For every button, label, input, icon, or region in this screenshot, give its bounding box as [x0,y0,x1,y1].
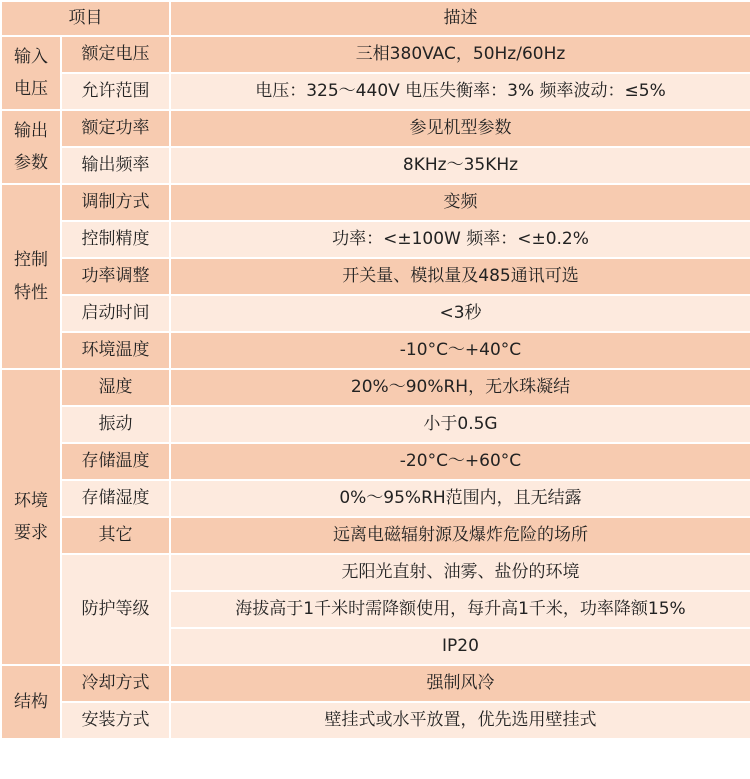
row-value: 参见机型参数 [171,111,750,146]
row-value: 远离电磁辐射源及爆炸危险的场所 [171,518,750,553]
row-label: 安装方式 [62,703,169,738]
category-structure [2,666,60,738]
table-row [2,222,750,257]
row-value: 20%～90%RH，无水珠凝结 [171,370,750,405]
row-label: 存储温度 [62,444,169,479]
category-line-2: 电压 [14,79,48,99]
row-value: -10°C～+40°C [171,333,750,368]
category-input-voltage [2,37,60,109]
category-line-1: 环境 [14,490,48,511]
row-label: 其它 [62,518,169,553]
table-row [2,407,750,442]
row-label: 功率调整 [62,259,169,294]
row-value: 功率：<±100W 频率：<±0.2% [171,222,750,257]
row-label: 环境温度 [62,333,169,368]
row-value: 0%～95%RH范围内，且无结露 [171,481,750,516]
category-line-1: 结构 [14,691,48,712]
header-desc: 描述 [171,2,750,35]
row-value: 小于0.5G [171,407,750,442]
row-label: 额定电压 [62,37,169,72]
category-line-1: 控制 [14,250,48,271]
row-value: -20°C～+60°C [171,444,750,479]
table-row [2,74,750,109]
category-line-2: 特性 [14,282,48,303]
row-value: 开关量、模拟量及485通讯可选 [171,259,750,294]
row-value: IP20 [171,629,750,664]
row-value: 壁挂式或水平放置，优先选用壁挂式 [171,703,750,738]
row-label: 额定功率 [62,111,169,146]
table-row [2,555,750,590]
row-label: 振动 [62,407,169,442]
row-value: 强制风冷 [171,666,750,701]
table-row [2,703,750,738]
row-value: 8KHz～35KHz [171,148,750,183]
table-row [2,370,750,405]
row-value: 无阳光直射、油雾、盐份的环境 [171,555,750,590]
row-label: 控制精度 [62,222,169,257]
category-line-2: 要求 [14,523,48,543]
table-row [2,518,750,553]
table-row [2,185,750,220]
table-row [2,296,750,331]
row-value: 电压：325～440V 电压失衡率：3% 频率波动：≤5% [171,74,750,109]
table-row [2,481,750,516]
row-value: 三相380VAC，50Hz/60Hz [171,37,750,72]
category-control [2,185,60,368]
row-value: 变频 [171,185,750,220]
row-label: 调制方式 [62,185,169,220]
table-row [2,666,750,701]
row-label: 输出频率 [62,148,169,183]
table-row [2,444,750,479]
category-line-1: 输入 [14,46,48,67]
table-row [2,333,750,368]
row-label: 存储湿度 [62,481,169,516]
table-header [2,2,750,35]
row-label: 防护等级 [62,555,169,664]
row-label: 冷却方式 [62,666,169,701]
category-output-params [2,111,60,183]
row-label: 湿度 [62,370,169,405]
table-row [2,259,750,294]
category-environment [2,370,60,664]
table-row [2,148,750,183]
row-label: 启动时间 [62,296,169,331]
header-item: 项目 [2,2,169,35]
row-value: 海拔高于1千米时需降额使用，每升高1千米，功率降额15% [171,592,750,627]
category-line-1: 输出 [14,120,48,141]
row-value: <3秒 [171,296,750,331]
table-row [2,111,750,146]
category-line-2: 参数 [14,153,48,173]
table-row [2,37,750,72]
row-label: 允许范围 [62,74,169,109]
